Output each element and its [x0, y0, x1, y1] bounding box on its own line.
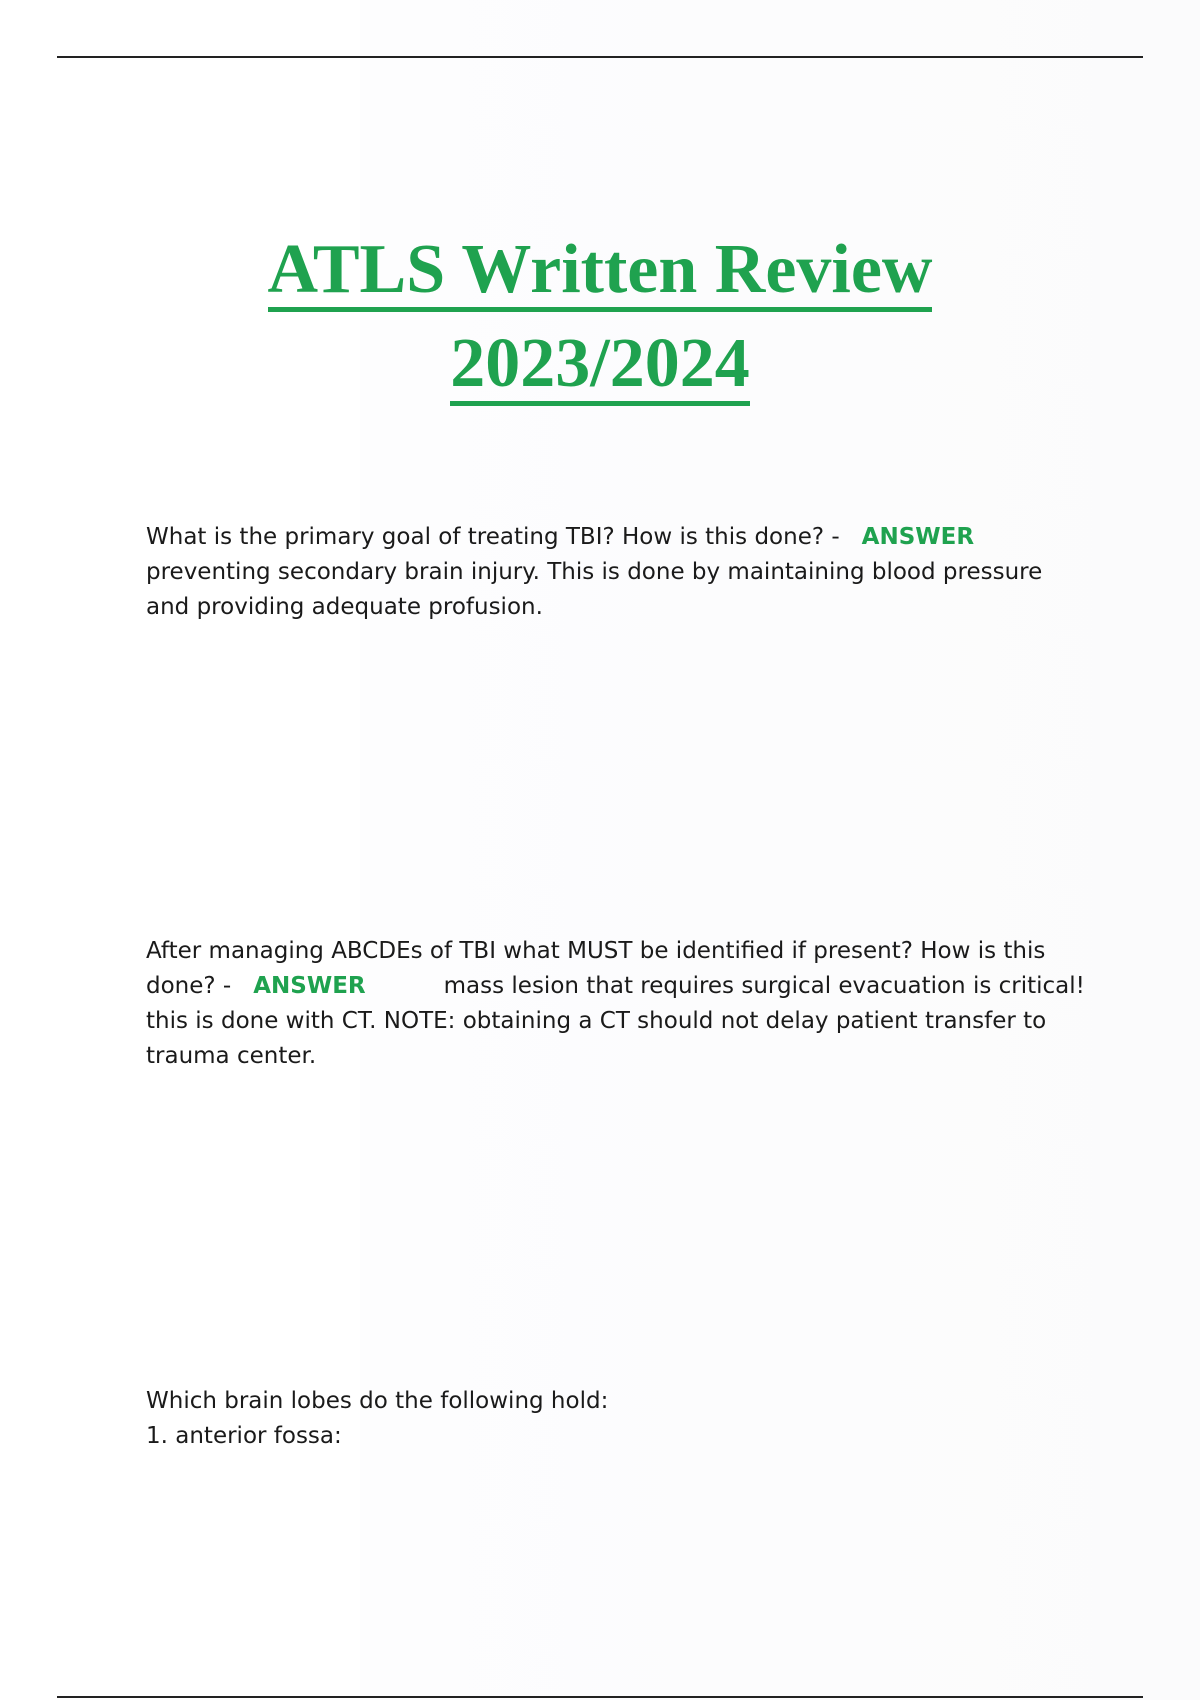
title-line-2: 2023/2024 [450, 327, 749, 406]
bottom-rule [57, 1696, 1143, 1698]
answer-label: ANSWER [861, 524, 975, 550]
qa-item-3 [146, 1384, 1086, 1454]
answer-text: preventing secondary brain injury. This is done by maintaining blood pressure and providing adequate profusion. [146, 559, 1043, 620]
list-item: 1. anterior fossa: [146, 1423, 342, 1449]
answer-label: ANSWER [253, 973, 366, 999]
question-text: Which brain lobes do the following hold: [146, 1388, 609, 1414]
question-text: After managing ABCDEs of TBI what MUST be identified if present? How is this done? - [146, 938, 1046, 999]
top-rule [57, 56, 1143, 58]
answer-text: mass lesion that requires surgical evacuation is critical! this is done with CT. NOTE: obtaining a CT should not delay patient transfer to trauma center. [146, 973, 1085, 1069]
qa-item-1 [146, 520, 1086, 625]
document-title [0, 228, 1200, 416]
qa-item-2 [146, 934, 1086, 1074]
title-line-1: ATLS Written Review [268, 233, 933, 312]
question-text: What is the primary goal of treating TBI? How is this done? - [146, 524, 840, 550]
